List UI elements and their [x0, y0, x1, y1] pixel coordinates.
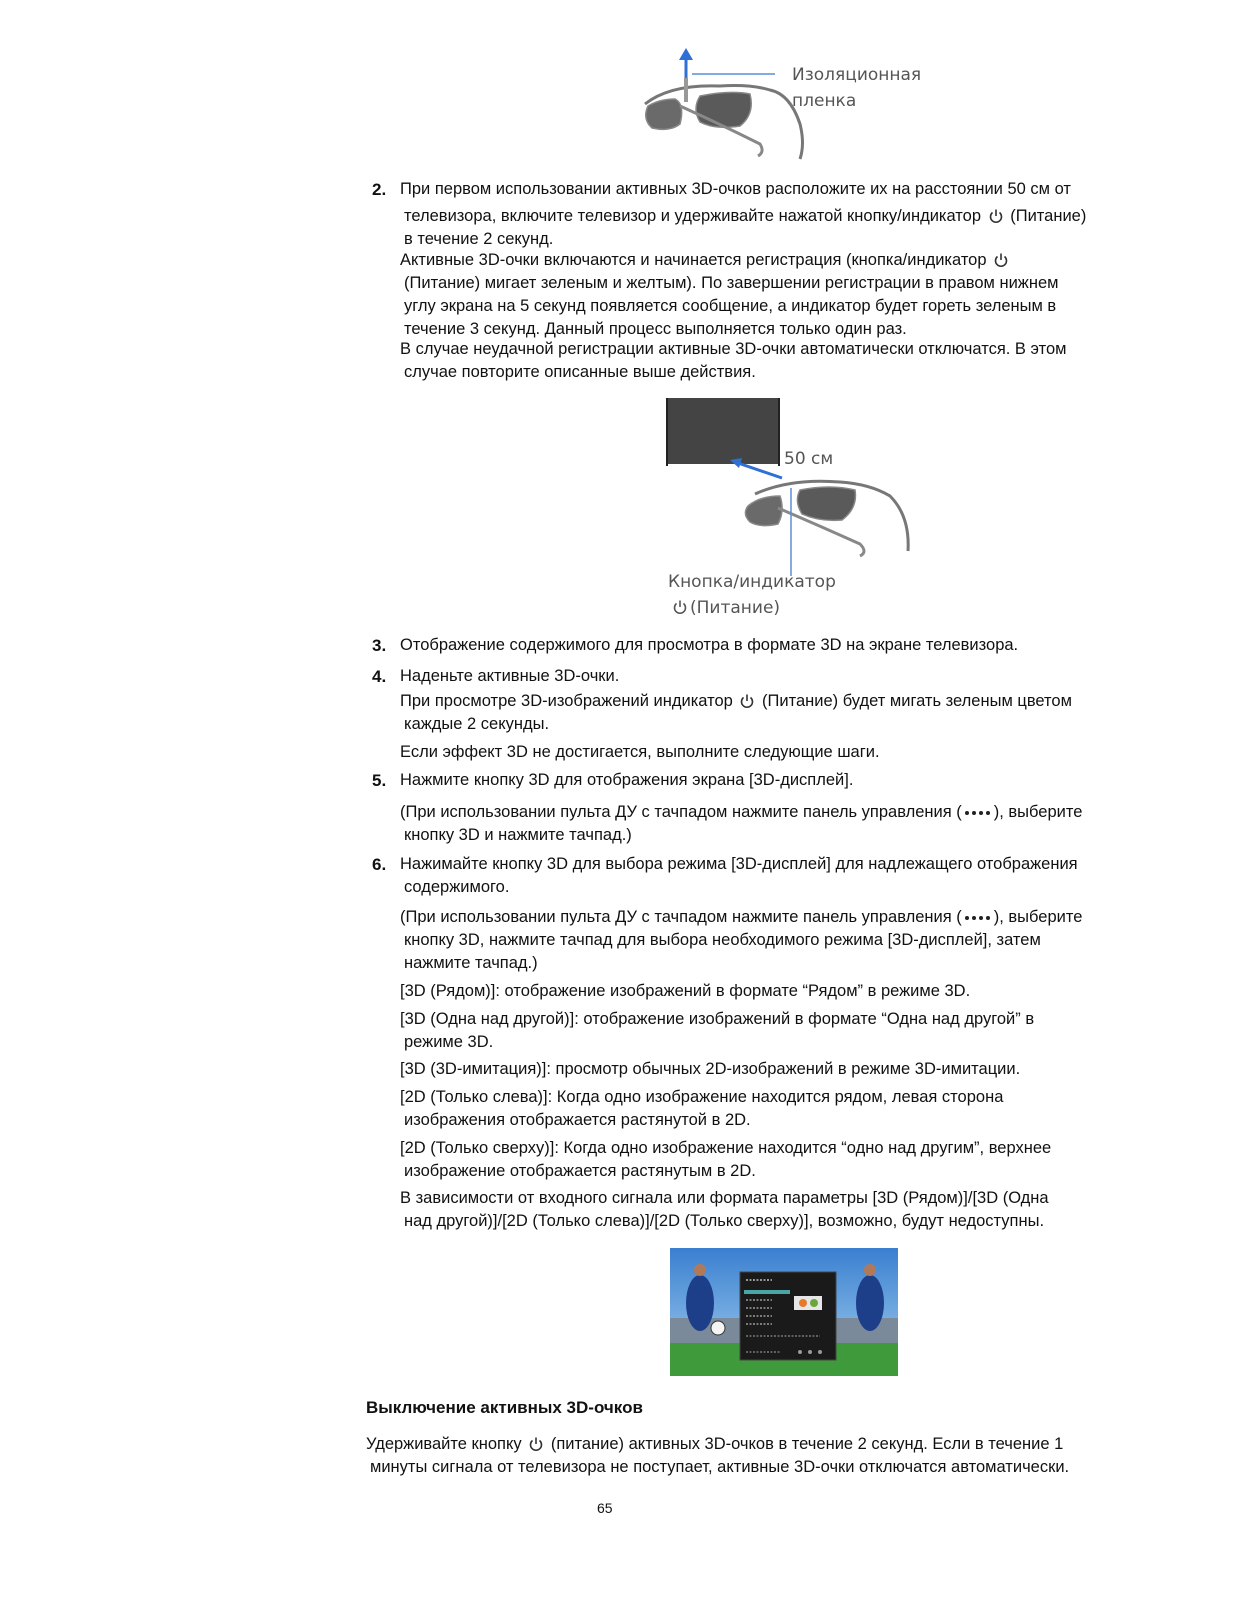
step-4-p1-line2: каждые 2 секунды.: [404, 715, 550, 733]
step-4-text: Наденьте активные 3D-очки.: [400, 667, 620, 685]
availability-note: [400, 1187, 1180, 1233]
step-6-paragraph-1: [400, 906, 1180, 975]
step-2-line2b: (Питание): [1010, 207, 1087, 225]
section-line2: минуты сигнала от телевизора не поступает, активные 3D-очки отключатся автоматически.: [370, 1458, 1070, 1476]
p2-line4: течение 3 секунд. Данный процесс выполняется только один раз.: [404, 320, 907, 338]
note-line1: В зависимости от входного сигнала или формата параметры [3D (Рядом)]/[3D (Одна: [400, 1189, 1049, 1207]
power-icon: [988, 208, 1004, 224]
opt2-line1: [3D (Одна над другой)]: отображение изображений в формате “Одна над другой” в: [400, 1010, 1035, 1028]
step-4-p1-line1b: (Питание) будет мигать зеленым цветом: [762, 692, 1072, 710]
section-heading: Выключение активных 3D-очков: [366, 1398, 643, 1417]
step-number: 6.: [372, 855, 387, 874]
step-6-p1-line1b: ), выберите: [993, 908, 1083, 926]
glasses-film-illustration: [630, 44, 960, 174]
opt4-line1: [2D (Только слева)]: Когда одно изображение находится рядом, левая сторона: [400, 1088, 1004, 1106]
p2-line2: (Питание) мигает зеленым и желтым). По завершении регистрации в правом нижнем: [404, 274, 1059, 292]
step-6-line2: содержимого.: [404, 878, 510, 896]
option-2d-top-only: [400, 1137, 1180, 1183]
p2-line3: углу экрана на 5 секунд появляется сообщение, а индикатор будет гореть зеленым в: [404, 297, 1057, 315]
opt2-line2: режиме 3D.: [404, 1033, 494, 1051]
step-6-p1-line2: кнопку 3D, нажмите тачпад для выбора необходимого режима [3D-дисплей], затем: [404, 931, 1041, 949]
step-4-p1-line1a: При просмотре 3D-изображений индикатор: [400, 692, 733, 710]
power-icon: [739, 693, 755, 709]
opt5-line1: [2D (Только сверху)]: Когда одно изображение находится “одно над другим”, верхнее: [400, 1139, 1052, 1157]
option-3d-over-under: [400, 1008, 1180, 1054]
p3-line2: случае повторите описанные выше действия.: [404, 363, 756, 381]
step-2-line3: в течение 2 секунд.: [404, 230, 554, 248]
step-5-p1-line2: кнопку 3D и нажмите тачпад.): [404, 826, 632, 844]
section-line1a: Удерживайте кнопку: [366, 1435, 522, 1453]
step-5-text: Нажмите кнопку 3D для отображения экрана [3D-дисплей].: [400, 771, 854, 789]
step-number: 3.: [372, 636, 387, 655]
step-3-text: Отображение содержимого для просмотра в формате 3D на экране телевизора.: [400, 636, 1019, 654]
button-label-line1: Кнопка/индикатор: [668, 572, 836, 592]
film-label-line1: Изоляционная: [792, 65, 922, 85]
section-line1b: (питание) активных 3D-очков в течение 2 секунд. Если в течение 1: [550, 1435, 1064, 1453]
step-5-paragraph-1: [400, 801, 1180, 847]
control-bar-icon: [963, 807, 993, 817]
section-paragraph: [366, 1433, 1186, 1479]
step-2-line1: При первом использовании активных 3D-очков расположите их на расстоянии 50 см от: [400, 180, 1071, 198]
step-6-p1-line1a: (При использовании пульта ДУ с тачпадом нажмите панель управления (: [400, 908, 962, 926]
note-line2: над другой)]/[2D (Только слева)]/[2D (Только сверху)], возможно, будут недоступны.: [404, 1212, 1045, 1230]
step-5-p1-line1a: (При использовании пульта ДУ с тачпадом нажмите панель управления (: [400, 803, 962, 821]
step-4-paragraph-2: Если эффект 3D не достигается, выполните следующие шаги.: [400, 743, 880, 761]
step-2-paragraph-3: [400, 338, 1180, 384]
step-6-line1: Нажимайте кнопку 3D для выбора режима [3D-дисплей] для надлежащего отображения: [400, 855, 1078, 873]
tv-glasses-distance-illustration: [660, 396, 960, 621]
step-2-line2a: телевизора, включите телевизор и удерживайте нажатой кнопку/индикатор: [404, 207, 982, 225]
film-label-line2: пленка: [792, 91, 857, 111]
step-number: 5.: [372, 771, 387, 790]
step-6-p1-line3: нажмите тачпад.): [404, 954, 538, 972]
power-icon: [993, 252, 1009, 268]
3d-display-menu-screenshot: [670, 1248, 898, 1376]
distance-label: 50 см: [784, 449, 834, 469]
opt5-line2: изображение отображается растянутым в 2D.: [404, 1162, 756, 1180]
step-number: 4.: [372, 667, 387, 686]
control-bar-icon: [963, 912, 993, 922]
power-icon: [528, 1436, 544, 1452]
step-2-paragraph-2: [400, 249, 1180, 341]
step-4-paragraph-1: [400, 690, 1180, 736]
page-number: 65: [597, 1500, 613, 1516]
p2-line1a: Активные 3D-очки включаются и начинается регистрация (кнопка/индикатор: [400, 251, 987, 269]
button-label-line2: (Питание): [690, 598, 781, 618]
step-number: 2.: [372, 180, 387, 199]
option-2d-left-only: [400, 1086, 1180, 1132]
option-3d-simulated: [3D (3D-имитация)]: просмотр обычных 2D-изображений в режиме 3D-имитации.: [400, 1060, 1021, 1078]
opt4-line2: изображения отображается растянутой в 2D.: [404, 1111, 751, 1129]
option-3d-side-by-side: [3D (Рядом)]: отображение изображений в формате “Рядом” в режиме 3D.: [400, 982, 971, 1000]
step-5-p1-line1b: ), выберите: [993, 803, 1083, 821]
p3-line1: В случае неудачной регистрации активные 3D-очки автоматически отключатся. В этом: [400, 340, 1067, 358]
